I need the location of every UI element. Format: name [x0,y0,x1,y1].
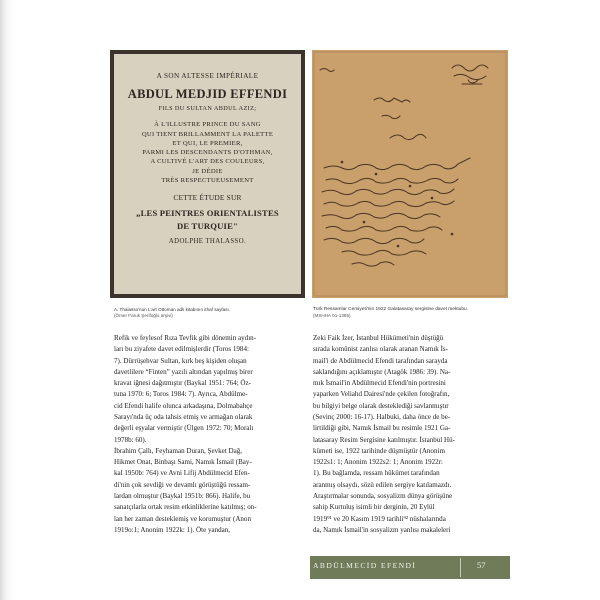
text-line: ları bu ziyafete davet edilmişlerdir (Toros 1984: [114,345,249,354]
text-line: lirtildiği gibi, Namık İsmail bu resimle 1921 Ga- [313,424,451,433]
dedication-page [114,54,301,294]
text-line: 1922s1: 1; Anonim 1922s2: 1; Anonim 1922r: [313,458,443,467]
text-line: tuna 1970: 6; Toros 1984: 7). Ayrıca, Abdülme- [114,390,248,399]
text-line: 1978b: 60). [114,435,147,444]
text-line: 1919⁹¹ ve 20 Kasım 1919 tarihli⁹² nüshalarında [313,514,446,523]
page-number: 57 [477,560,486,570]
text-line: 1919o:1; Anonim 1922k: 1). Öte yandan, [114,525,231,534]
dedication-line: TRÈS RESPECTUEUSEMENT [161,176,254,184]
dedication-line: PARMI LES DESCENDANTS D'OTHMAN, [142,149,273,157]
text-line: kal 1950b: 764) ve Avni Lifij Abdülmecid Efen- [114,469,250,478]
dedication-line: FILS DU SULTAN ABDUL AZIZ; [158,104,257,112]
caption-source: (Ömer Faruk Şerifoğlu arşivi) [114,313,173,319]
dedication-line: DE TURQUIE" [176,221,238,231]
body-column-left [114,333,308,536]
text-line: Refik ve feylesof Rıza Tevfik gibi dönemin aydın- [114,334,257,342]
footer-divider [460,558,461,577]
text-line: sahip Kurtuluş isimli bir derginin, 20 Eylül [313,503,435,512]
dedication-line: ET QUI, LE PREMIER, [172,139,243,147]
text-line: mail'i de Abdülmecid Efendi tarafından sarayda [313,356,448,365]
dedication-line: CETTE ÉTUDE SUR [173,193,242,203]
text-line: Zeki Faik İzer, İstanbul Hükümeti'nin düştüğü [313,334,444,342]
dedication-photo [110,50,305,298]
dedication-line: A CULTIVÉ L'ART DES COULEURS, [150,158,265,166]
text-line: aranmış olsaydı, sözü edilen sergiye katılamazdı. [313,480,452,489]
text-line: lan her zaman desteklemiş ve korumuştur (Anon [114,514,251,523]
text-line: kravat iğnesi dağıtmıştır (Baykal 1951: 764; Öz- [114,379,251,388]
text-line: sırada komünist zanlısı olarak aranan Namık İs- [313,345,449,354]
body-column-right [313,333,509,536]
dedication-line: „LES PEINTRES ORIENTALISTES [136,208,279,219]
text-line: İbrahim Çallı, Feyhaman Duran, Şevket Dağ, [114,446,242,455]
text-line: sanatçılarla ortak resim etkinliklerine katılmış; on- [114,503,257,512]
figure-right-caption [313,307,509,320]
text-line: da, Namık İsmail'in sosyalizm yanlısı makaleleri [313,525,451,534]
text-line: davetlilere “Finten” yazılı altından yapılmış birer [114,367,253,376]
text-line: Hikmet Onat, Binbaşı Sami, Namık İsmail (Bay- [114,458,252,467]
caption-text: Türk Ressamlar Cemiyeti'nin 1922 Galatasaray sergisine davet mektubu. [313,307,469,312]
ottoman-script-letter [312,50,508,298]
text-line: kümeti ise, 1922 tarihinde düşmüştür (Anonim [313,446,445,455]
dedication-line: À L'ILLUSTRE PRINCE DU SANG [154,121,261,129]
text-line: Sarayı'nda üç oda tahsis etmiş ve armağan olarak [114,412,253,421]
text-line: (Sevinç 2000: 16-17). Halbuki, daha önce de be- [313,412,451,421]
text-line: mık İsmail'in Abdülmecid Efendi'nin portresini [313,379,446,388]
dedication-line: A SON ALTESSE IMPÉRIALE [156,72,259,80]
dedication-line: JE DÉDIE [192,167,223,175]
text-line: latasaray Resim Sergisine katılmıştır. İstanbul Hü- [313,435,455,444]
dedication-line: QUI TIENT BRILLAMMENT LA PALETTE [141,130,274,138]
ottoman-letter-photo [312,50,508,298]
text-line: 1). Bu bağlamda, ressam hükümet tarafından [313,469,440,478]
text-line: değerli eşyalar vermiştir (Ülgen 1972: 70; Moralı [114,424,254,433]
text-line: yaparken Veliahd Dairesi'nde çekilen fotoğrafın, [313,390,450,399]
text-line: saklandığını açıklamıştır (Atagök 1986: 39). Na- [313,367,451,376]
text-line: di'nin çok sevdiği ve devamlı görüştüğü ressam- [114,480,251,489]
text-line: Araştırmalar sonunda, sosyalizm dünya görüşüne [313,491,453,500]
figure-left-caption [114,307,309,319]
running-footer-title: ABDÜLMECİD EFENDİ [313,561,417,570]
text-line: lardan olmuştur (Baykal 1951b: 866). Halife, bu [114,491,251,500]
caption-text: A. Thalasso'nun L'art Ottoman adlı kitabının ithaf sayfası. [114,307,231,312]
caption-source: (MSHHA 01-1385) [313,313,351,319]
dedication-line: ABDUL MEDJID EFFENDI [127,87,288,101]
text-line: cid Efendi halife olunca arkadaşına, Dolmabahçe [114,401,253,410]
text-line: bu bilgiyi belge olarak desteklediği savlanmıştır [313,401,449,410]
text-line: 7). Dürrüşehvar Sultan, kırk beş kişiden oluşan [114,356,247,365]
dedication-line: ADOLPHE THALASSO. [168,237,247,245]
